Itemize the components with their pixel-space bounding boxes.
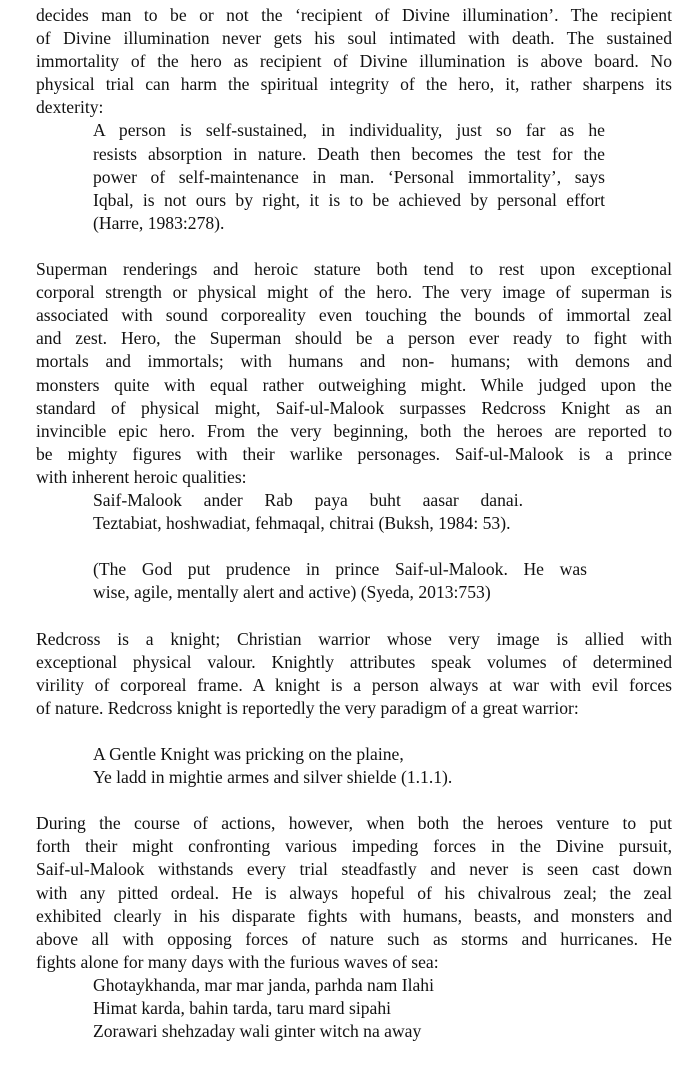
quote-line: Iqbal, is not ours by right, it is to be achieved by personal effort [93,189,605,210]
text-line: During the course of actions, however, when both the heroes venture to put [36,813,672,834]
text-line: invincible epic hero. From the very beginning, both the heroes are reported to [36,420,672,441]
text-line: be mighty figures with their warlike personages. Saif-ul-Malook is a prince [36,443,672,464]
text-line: physical trial can harm the spiritual integrity of the hero, it, rather sharpens its [36,74,672,95]
text-line: with any pitted ordeal. He is always hopeful of his chivalrous zeal; the zeal [36,882,672,903]
block-quote-harre [93,119,605,234]
text-line: exceptional physical valour. Knightly attributes speak volumes of determined [36,651,672,672]
text-line: Superman renderings and heroic stature both tend to rest upon exceptional [36,259,672,280]
quote-line: resists absorption in nature. Death then becomes the test for the [93,143,605,164]
quote-line: Ye ladd in mightie armes and silver shielde (1.1.1). [93,767,453,788]
text-line: dexterity: [36,97,104,118]
text-line: monsters quite with equal rather outweighing might. While judged upon the [36,374,672,395]
paragraph-gap [36,235,672,258]
paragraph-divine-illumination [36,4,672,119]
text-line: decides man to be or not the ‘recipient of Divine illumination’. The recipient [36,5,672,25]
block-quote-syeda [93,558,605,604]
quote-line: A Gentle Knight was pricking on the plaine, [93,744,404,764]
text-line: standard of physical might, Saif-ul-Malook surpasses Redcross Knight as an [36,397,672,418]
text-line: forth their might confronting various impeding forces in the Divine pursuit, [36,836,672,857]
text-line: and zest. Hero, the Superman should be a person ever ready to fight with [36,328,672,349]
text-line: mortals and immortals; with humans and non- humans; with demons and [36,351,672,372]
quote-line: Zorawari shehzaday wali ginter witch na away [93,1021,422,1042]
quote-line: wise, agile, mentally alert and active) (Syeda, 2013:753) [93,582,491,603]
quote-line: (The God put prudence in prince Saif-ul-Malook. He was [93,559,587,580]
quote-line: Ghotaykhanda, mar mar janda, parhda nam Ilahi [93,974,434,995]
text-line: fights alone for many days with the furious waves of sea: [36,951,439,972]
paragraph-superman [36,258,672,489]
quote-line: (Harre, 1983:278). [93,212,225,233]
block-quote-spenser [93,743,605,789]
text-line: of Divine illumination never gets his soul intimated with death. The sustained [36,28,672,49]
block-quote-punjabi-verse [93,974,605,1043]
text-line: Redcross is a knight; Christian warrior whose very image is allied with [36,628,672,649]
text-line: with inherent heroic qualities: [36,466,247,487]
text-line: corporal strength or physical might of the hero. The very image of superman is [36,282,672,303]
paragraph-gap [36,604,672,627]
paragraph-course-of-actions [36,812,672,974]
text-line: above all with opposing forces of nature such as storms and hurricanes. He [36,928,672,949]
quote-line: power of self-maintenance in man. ‘Personal immortality’, says [93,166,605,187]
text-line: Saif-ul-Malook withstands every trial steadfastly and never is seen cast down [36,859,672,880]
text-line: associated with sound corporeality even touching the bounds of immortal zeal [36,305,672,326]
document-page [36,4,672,1043]
paragraph-gap [36,720,672,743]
text-line: virility of corporeal frame. A knight is a person always at war with evil forces [36,674,672,695]
text-line: immortality of the hero as recipient of Divine illumination is above board. No [36,51,672,72]
paragraph-gap [36,789,672,812]
paragraph-redcross [36,628,672,720]
block-quote-buksh [93,489,605,535]
text-line: exhibited clearly in his disparate fights with humans, beasts, and monsters and [36,905,672,926]
quote-line: Saif-Malook ander Rab paya buht aasar danai. [93,489,523,510]
text-line: of nature. Redcross knight is reportedly the very paradigm of a great warrior: [36,697,579,718]
quote-line: Himat karda, bahin tarda, taru mard sipahi [93,998,392,1019]
quote-line: A person is self-sustained, in individuality, just so far as he [93,120,605,141]
paragraph-gap [36,535,672,558]
quote-line: Teztabiat, hoshwadiat, fehmaqal, chitrai (Buksh, 1984: 53). [93,513,511,534]
